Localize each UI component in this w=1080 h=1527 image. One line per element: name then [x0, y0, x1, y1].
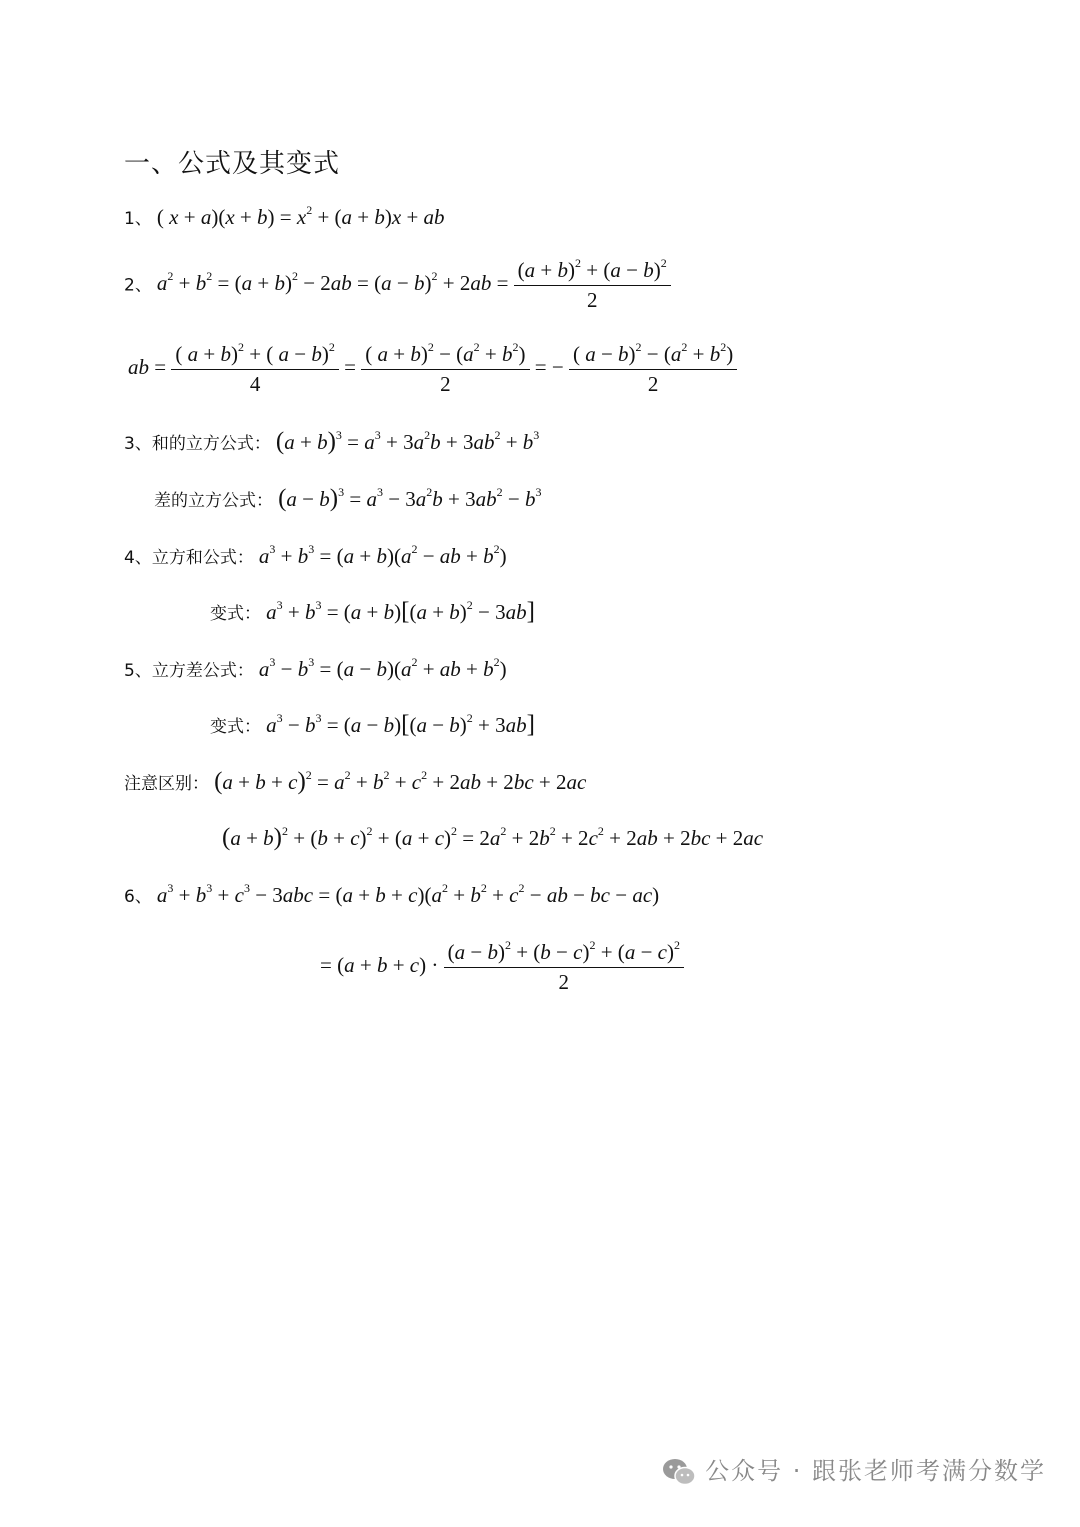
diff-cubes-label: 立方差公式： — [151, 661, 254, 681]
item-number: 2、 — [124, 275, 152, 296]
item-number: 4、 — [124, 548, 152, 568]
note-label: 注意区别： — [124, 774, 209, 794]
wechat-icon — [661, 1457, 697, 1487]
item-number: 6、 — [124, 887, 152, 907]
watermark — [661, 1451, 1046, 1487]
page-title: 一、公式及其变式 — [124, 149, 341, 179]
cube-diff-label: 差的立方公式： — [154, 491, 273, 511]
item-number: 3、 — [124, 434, 152, 454]
formula-3b: 差的立方公式： $(a - b)^3 = a^3 - 3a^2b + 3ab^2 - b^3$ — [154, 485, 542, 512]
formula-5: 5、立方差公式： $a^3 - b^3 = (a - b)(a^2$ + ab + $b^2$) — [124, 655, 507, 681]
item-number: 5、 — [124, 661, 152, 681]
item-number: 1、 — [124, 209, 152, 229]
formula-5-variant: 变式： $a^3 - b^3 = (a - b)[(a - b)^2 + 3ab]$ — [210, 711, 535, 738]
sum-cubes-label: 立方和公式： — [151, 548, 254, 568]
formula-6: 6、 $a^3 + b^3 + c^3 - 3abc = (a + b + c)(a^2 + b^2 + c^2$ − ab − bc − ac) — [124, 881, 660, 907]
formula-4: 4、立方和公式： $a^3 + b^3 = (a + b)(a^2$ − ab + $b^2$) — [124, 542, 507, 568]
formula-1: 1、 ( $x + a)(x + b) = x^2 + (a + b)x$ + ab — [124, 203, 445, 229]
cube-sum-label: 和的立方公式： — [151, 434, 271, 454]
formula-6b: = (a + b + c) · $\frac{(a - b)^2 + (b - c)^2 + (a - c)^2}{2}$ — [320, 940, 684, 995]
formula-3: 3、和的立方公式： $(a + b)^3 = a^3 + 3a^2b + 3ab^2 + b^3$ — [124, 428, 540, 455]
watermark-text: 公众号 · 跟张老师考满分数学 — [705, 1457, 1046, 1485]
variant-label: 变式： — [210, 604, 261, 624]
variant-label: 变式： — [210, 717, 261, 737]
formula-note-2: $(a + b)^2 + (b + c)^2 + (a + c)^2 = 2a^2 + 2b^2 + 2c^2 + 2ab + 2bc + 2ac$ — [222, 824, 764, 851]
formula-note: 注意区别： $(a + b + c)^2 = a^2 + b^2 + c^2 + 2ab + 2bc + 2ac$ — [124, 768, 587, 795]
formula-2: 2、 $a^2 + b^2 = (a + b)^2 - 2ab = (a - b)^2 + 2ab$ = $\frac{(a + b)^2 + (a - b)^2}{2}$ — [124, 258, 671, 313]
formula-ab: ab = $\frac{( a + b)^2 + ( a - b)^2}{4}$ = $\frac{( a + b)^2 - (a^2 + b^2)}{2}$ = − $\frac{( a - b)^2 - (a^2 + b^2)}{2}$ — [128, 342, 737, 397]
formula-4-variant: 变式： $a^3 + b^3 = (a + b)[(a + b)^2 - 3ab]$ — [210, 598, 535, 625]
